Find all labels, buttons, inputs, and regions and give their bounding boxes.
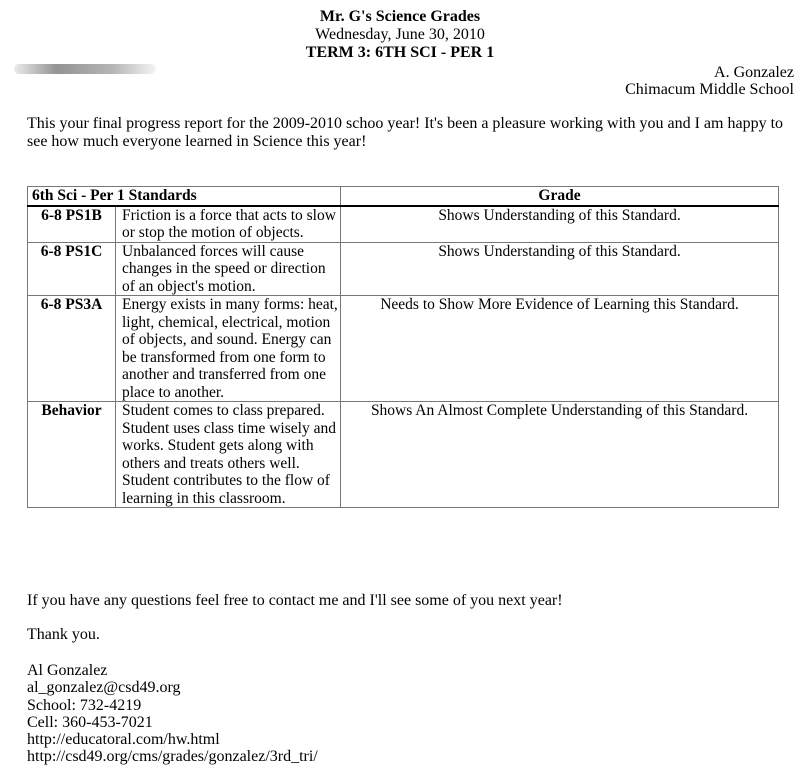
redacted-student-name — [14, 64, 156, 74]
grades-table — [27, 186, 779, 508]
grades-link[interactable]: http://csd49.org/cms/grades/gonzalez/3rd_tri/ — [27, 748, 318, 766]
standard-description: Friction is a force that acts to slow or stop the motion of objects. — [116, 206, 341, 243]
homework-link[interactable]: http://educatoral.com/hw.html — [27, 731, 220, 749]
email-address: al_gonzalez@csd49.org — [27, 679, 181, 697]
standard-code: 6-8 PS1C — [28, 242, 116, 296]
standards-column-header: 6th Sci - Per 1 Standards — [28, 187, 341, 206]
report-date: Wednesday, June 30, 2010 — [315, 26, 485, 43]
table-row — [28, 242, 779, 296]
school-name: Chimacum Middle School — [625, 81, 794, 98]
intro-paragraph: This your final progress report for the 2009-2010 schoo year! It's been a pleasure working with you and I am happy to see how much everyone learned in Science this year! — [27, 115, 784, 150]
standard-code: 6-8 PS1B — [28, 206, 116, 243]
table-row — [28, 206, 779, 243]
standard-code: 6-8 PS3A — [28, 296, 116, 402]
school-phone: School: 732-4219 — [27, 696, 142, 714]
grade-column-header: Grade — [341, 187, 779, 206]
standard-grade: Shows Understanding of this Standard. — [341, 242, 779, 296]
signature-block — [27, 662, 318, 766]
standard-grade: Shows An Almost Complete Understanding of this Standard. — [341, 402, 779, 508]
standard-code: Behavior — [28, 402, 116, 508]
teacher-name: A. Gonzalez — [714, 64, 794, 81]
thank-you-text: Thank you. — [27, 626, 100, 643]
signature-name: Al Gonzalez — [27, 662, 108, 679]
table-header-row — [28, 187, 779, 206]
term-label: TERM 3: 6TH SCI - PER 1 — [305, 44, 495, 61]
standard-description: Student comes to class prepared. Student uses class time wisely and works. Student gets along with others and treats others well. Student contributes to the flow of learning in this classroom. — [116, 402, 341, 508]
standard-description: Unbalanced forces will cause changes in the speed or direction of an object's motion. — [116, 242, 341, 296]
closing-paragraph: If you have any questions feel free to contact me and I'll see some of you next year! — [27, 592, 563, 609]
standard-grade: Needs to Show More Evidence of Learning this Standard. — [341, 296, 779, 402]
standard-grade: Shows Understanding of this Standard. — [341, 206, 779, 243]
table-row — [28, 296, 779, 402]
standard-description: Energy exists in many forms: heat, light, chemical, electrical, motion of objects, and sound. Energy can be transformed from one form to another and transferred from one place to another. — [116, 296, 341, 402]
table-row — [28, 402, 779, 508]
page-title: Mr. G's Science Grades — [319, 8, 481, 25]
cell-phone: Cell: 360-453-7021 — [27, 713, 153, 731]
